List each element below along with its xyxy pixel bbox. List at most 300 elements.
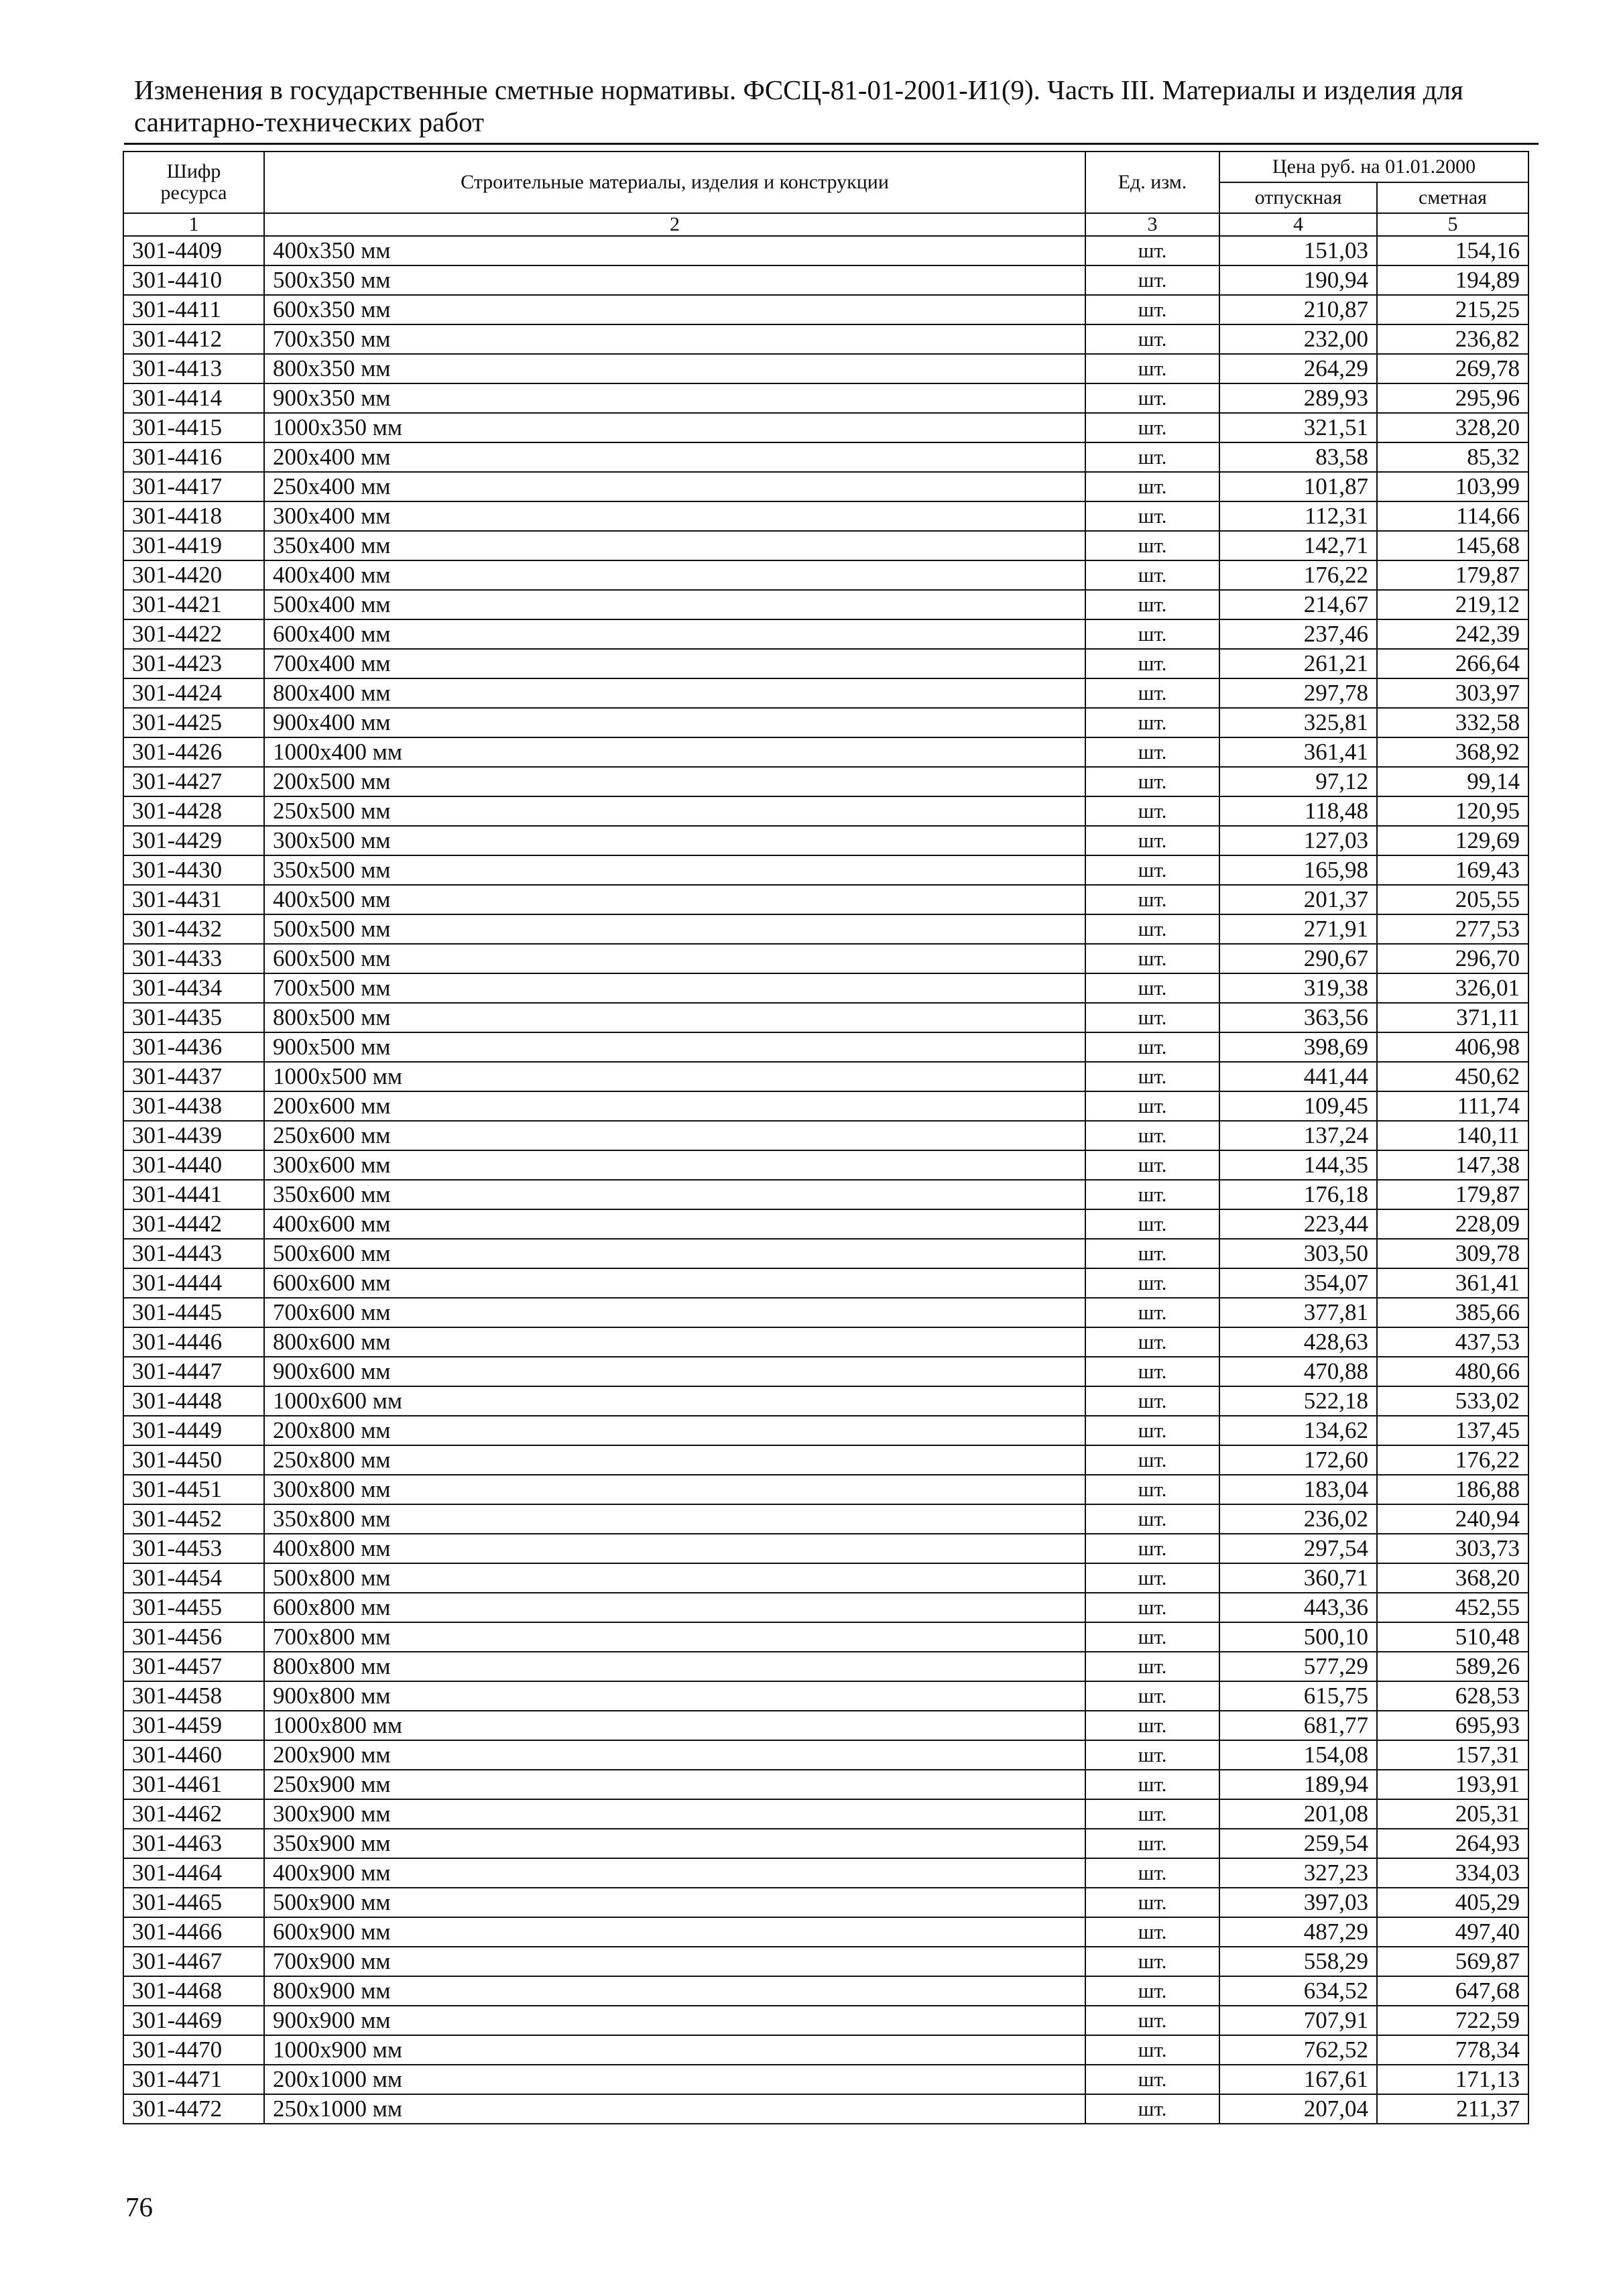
row-price-estimate: 722,59 [1377, 2006, 1528, 2035]
row-name: 200х1000 мм [264, 2065, 1085, 2094]
row-code: 301-4409 [123, 236, 264, 265]
row-unit: шт. [1085, 1622, 1219, 1652]
row-price-estimate: 405,29 [1377, 1888, 1528, 1917]
row-price-release: 101,87 [1219, 472, 1377, 501]
table-row [123, 236, 1528, 265]
document-title: Изменения в государственные сметные нормативы. ФССЦ-81-01-2001-И1(9). Часть III. Материалы и изделия для санитарно-технических работ [134, 74, 1463, 137]
row-code: 301-4418 [123, 501, 264, 531]
row-price-estimate: 269,78 [1377, 354, 1528, 383]
table-row [123, 1445, 1528, 1475]
row-unit: шт. [1085, 1003, 1219, 1032]
table-row [123, 560, 1528, 590]
row-price-estimate: 205,55 [1377, 885, 1528, 914]
table-body [123, 236, 1528, 2124]
header-unit: Ед. изм. [1085, 152, 1219, 213]
row-price-release: 134,62 [1219, 1416, 1377, 1445]
table-row [123, 1829, 1528, 1858]
row-price-release: 176,22 [1219, 560, 1377, 590]
row-price-release: 112,31 [1219, 501, 1377, 531]
table-row [123, 1327, 1528, 1357]
row-price-estimate: 157,31 [1377, 1740, 1528, 1770]
row-unit: шт. [1085, 678, 1219, 708]
row-price-release: 118,48 [1219, 796, 1377, 826]
table-row [123, 1180, 1528, 1209]
row-price-release: 360,71 [1219, 1563, 1377, 1593]
row-price-estimate: 114,66 [1377, 501, 1528, 531]
row-price-estimate: 334,03 [1377, 1858, 1528, 1888]
table-row [123, 1298, 1528, 1327]
row-name: 400х500 мм [264, 885, 1085, 914]
row-name: 600х500 мм [264, 944, 1085, 973]
row-name: 500х800 мм [264, 1563, 1085, 1593]
table-row [123, 472, 1528, 501]
row-unit: шт. [1085, 1593, 1219, 1622]
table-row [123, 1593, 1528, 1622]
row-price-release: 201,37 [1219, 885, 1377, 914]
row-code: 301-4444 [123, 1268, 264, 1298]
row-unit: шт. [1085, 1711, 1219, 1740]
row-name: 800х350 мм [264, 354, 1085, 383]
row-price-release: 319,38 [1219, 973, 1377, 1003]
row-unit: шт. [1085, 472, 1219, 501]
row-name: 600х400 мм [264, 619, 1085, 649]
row-price-estimate: 328,20 [1377, 413, 1528, 442]
row-price-release: 83,58 [1219, 442, 1377, 472]
row-price-release: 190,94 [1219, 265, 1377, 295]
column-number-row [123, 213, 1528, 236]
row-code: 301-4428 [123, 796, 264, 826]
row-code: 301-4472 [123, 2094, 264, 2124]
row-price-estimate: 211,37 [1377, 2094, 1528, 2124]
row-unit: шт. [1085, 1770, 1219, 1799]
row-name: 700х500 мм [264, 973, 1085, 1003]
table-row [123, 265, 1528, 295]
row-code: 301-4450 [123, 1445, 264, 1475]
row-name: 900х400 мм [264, 708, 1085, 737]
row-code: 301-4462 [123, 1799, 264, 1829]
price-table [123, 151, 1529, 2124]
table-row [123, 737, 1528, 767]
table-row [123, 1563, 1528, 1593]
table-row [123, 649, 1528, 678]
row-name: 350х600 мм [264, 1180, 1085, 1209]
row-unit: шт. [1085, 1652, 1219, 1681]
row-code: 301-4452 [123, 1504, 264, 1534]
row-name: 700х900 мм [264, 1947, 1085, 1976]
row-name: 300х900 мм [264, 1799, 1085, 1829]
row-unit: шт. [1085, 295, 1219, 324]
row-unit: шт. [1085, 413, 1219, 442]
row-name: 400х350 мм [264, 236, 1085, 265]
row-code: 301-4446 [123, 1327, 264, 1357]
row-name: 400х900 мм [264, 1858, 1085, 1888]
row-price-estimate: 368,20 [1377, 1563, 1528, 1593]
table-row [123, 708, 1528, 737]
row-code: 301-4459 [123, 1711, 264, 1740]
row-unit: шт. [1085, 1829, 1219, 1858]
row-unit: шт. [1085, 1239, 1219, 1268]
row-code: 301-4441 [123, 1180, 264, 1209]
header-price-release: отпускная [1219, 182, 1377, 213]
row-code: 301-4456 [123, 1622, 264, 1652]
row-code: 301-4468 [123, 1976, 264, 2006]
row-name: 200х600 мм [264, 1091, 1085, 1121]
page-number: 76 [125, 2191, 153, 2222]
row-price-estimate: 569,87 [1377, 1947, 1528, 1976]
row-name: 250х900 мм [264, 1770, 1085, 1799]
row-name: 1000х900 мм [264, 2035, 1085, 2065]
table-row [123, 1652, 1528, 1681]
row-price-release: 325,81 [1219, 708, 1377, 737]
row-unit: шт. [1085, 2035, 1219, 2065]
row-unit: шт. [1085, 1947, 1219, 1976]
row-price-release: 321,51 [1219, 413, 1377, 442]
row-code: 301-4425 [123, 708, 264, 737]
row-price-release: 236,02 [1219, 1504, 1377, 1534]
row-code: 301-4427 [123, 767, 264, 796]
table-row [123, 1858, 1528, 1888]
header-code: Шифр ресурса [123, 152, 264, 213]
row-unit: шт. [1085, 1032, 1219, 1062]
row-name: 500х500 мм [264, 914, 1085, 944]
row-unit: шт. [1085, 1298, 1219, 1327]
table-row [123, 295, 1528, 324]
row-price-estimate: 215,25 [1377, 295, 1528, 324]
row-code: 301-4463 [123, 1829, 264, 1858]
row-price-estimate: 371,11 [1377, 1003, 1528, 1032]
row-price-release: 558,29 [1219, 1947, 1377, 1976]
row-price-estimate: 179,87 [1377, 560, 1528, 590]
row-code: 301-4434 [123, 973, 264, 1003]
table-row [123, 2035, 1528, 2065]
row-name: 300х600 мм [264, 1150, 1085, 1180]
row-price-release: 615,75 [1219, 1681, 1377, 1711]
row-price-estimate: 368,92 [1377, 737, 1528, 767]
row-price-release: 487,29 [1219, 1917, 1377, 1947]
table-row [123, 1947, 1528, 1976]
row-unit: шт. [1085, 1858, 1219, 1888]
row-code: 301-4461 [123, 1770, 264, 1799]
table-row [123, 354, 1528, 383]
table-row [123, 767, 1528, 796]
row-price-estimate: 145,68 [1377, 531, 1528, 560]
row-price-estimate: 266,64 [1377, 649, 1528, 678]
column-number: 5 [1377, 213, 1528, 236]
row-name: 300х400 мм [264, 501, 1085, 531]
row-unit: шт. [1085, 1740, 1219, 1770]
row-name: 200х900 мм [264, 1740, 1085, 1770]
row-unit: шт. [1085, 1386, 1219, 1416]
table-row [123, 1888, 1528, 1917]
row-code: 301-4437 [123, 1062, 264, 1091]
row-name: 800х500 мм [264, 1003, 1085, 1032]
row-code: 301-4412 [123, 324, 264, 354]
row-code: 301-4413 [123, 354, 264, 383]
row-unit: шт. [1085, 1268, 1219, 1298]
row-name: 1000х400 мм [264, 737, 1085, 767]
row-unit: шт. [1085, 236, 1219, 265]
row-name: 500х400 мм [264, 590, 1085, 619]
row-price-estimate: 647,68 [1377, 1976, 1528, 2006]
table-row [123, 1475, 1528, 1504]
row-price-release: 361,41 [1219, 737, 1377, 767]
row-name: 400х400 мм [264, 560, 1085, 590]
row-code: 301-4451 [123, 1475, 264, 1504]
table-row [123, 1150, 1528, 1180]
row-name: 700х800 мм [264, 1622, 1085, 1652]
table-row [123, 413, 1528, 442]
row-unit: шт. [1085, 1534, 1219, 1563]
row-code: 301-4432 [123, 914, 264, 944]
row-code: 301-4447 [123, 1357, 264, 1386]
row-price-release: 259,54 [1219, 1829, 1377, 1858]
row-code: 301-4420 [123, 560, 264, 590]
row-unit: шт. [1085, 442, 1219, 472]
row-price-release: 142,71 [1219, 531, 1377, 560]
row-name: 1000х500 мм [264, 1062, 1085, 1091]
row-price-release: 165,98 [1219, 855, 1377, 885]
row-price-release: 127,03 [1219, 826, 1377, 855]
row-price-release: 327,23 [1219, 1858, 1377, 1888]
row-price-estimate: 140,11 [1377, 1121, 1528, 1150]
row-price-release: 97,12 [1219, 767, 1377, 796]
row-price-estimate: 186,88 [1377, 1475, 1528, 1504]
table-row [123, 2094, 1528, 2124]
row-code: 301-4443 [123, 1239, 264, 1268]
row-price-release: 154,08 [1219, 1740, 1377, 1770]
table-row [123, 619, 1528, 649]
row-unit: шт. [1085, 354, 1219, 383]
row-name: 400х600 мм [264, 1209, 1085, 1239]
row-code: 301-4448 [123, 1386, 264, 1416]
table-row [123, 914, 1528, 944]
row-code: 301-4426 [123, 737, 264, 767]
table-row [123, 1976, 1528, 2006]
row-code: 301-4457 [123, 1652, 264, 1681]
row-price-estimate: 147,38 [1377, 1150, 1528, 1180]
row-price-estimate: 450,62 [1377, 1062, 1528, 1091]
row-price-release: 109,45 [1219, 1091, 1377, 1121]
row-code: 301-4422 [123, 619, 264, 649]
row-price-release: 297,78 [1219, 678, 1377, 708]
row-name: 350х400 мм [264, 531, 1085, 560]
row-code: 301-4453 [123, 1534, 264, 1563]
row-price-release: 363,56 [1219, 1003, 1377, 1032]
row-unit: шт. [1085, 796, 1219, 826]
row-price-estimate: 277,53 [1377, 914, 1528, 944]
row-price-estimate: 452,55 [1377, 1593, 1528, 1622]
row-price-release: 303,50 [1219, 1239, 1377, 1268]
row-price-release: 762,52 [1219, 2035, 1377, 2065]
row-price-estimate: 295,96 [1377, 383, 1528, 413]
row-code: 301-4467 [123, 1947, 264, 1976]
row-price-estimate: 228,09 [1377, 1209, 1528, 1239]
row-unit: шт. [1085, 1357, 1219, 1386]
table-row [123, 1770, 1528, 1799]
row-name: 600х800 мм [264, 1593, 1085, 1622]
row-code: 301-4469 [123, 2006, 264, 2035]
row-unit: шт. [1085, 560, 1219, 590]
column-number: 1 [123, 213, 264, 236]
row-price-release: 297,54 [1219, 1534, 1377, 1563]
row-price-release: 443,36 [1219, 1593, 1377, 1622]
table-row [123, 1357, 1528, 1386]
row-price-release: 207,04 [1219, 2094, 1377, 2124]
row-unit: шт. [1085, 1504, 1219, 1534]
row-unit: шт. [1085, 383, 1219, 413]
row-name: 600х350 мм [264, 295, 1085, 324]
row-name: 900х600 мм [264, 1357, 1085, 1386]
row-price-estimate: 385,66 [1377, 1298, 1528, 1327]
row-code: 301-4449 [123, 1416, 264, 1445]
table-row [123, 590, 1528, 619]
row-price-estimate: 194,89 [1377, 265, 1528, 295]
row-price-estimate: 85,32 [1377, 442, 1528, 472]
row-price-release: 151,03 [1219, 236, 1377, 265]
row-name: 300х500 мм [264, 826, 1085, 855]
row-name: 350х800 мм [264, 1504, 1085, 1534]
row-price-estimate: 169,43 [1377, 855, 1528, 885]
row-unit: шт. [1085, 1062, 1219, 1091]
row-price-estimate: 129,69 [1377, 826, 1528, 855]
row-price-estimate: 309,78 [1377, 1239, 1528, 1268]
row-code: 301-4424 [123, 678, 264, 708]
row-price-estimate: 240,94 [1377, 1504, 1528, 1534]
row-code: 301-4423 [123, 649, 264, 678]
row-unit: шт. [1085, 1121, 1219, 1150]
row-price-release: 189,94 [1219, 1770, 1377, 1799]
table-row [123, 1091, 1528, 1121]
row-unit: шт. [1085, 914, 1219, 944]
table-row [123, 1799, 1528, 1829]
row-name: 250х1000 мм [264, 2094, 1085, 2124]
row-unit: шт. [1085, 1888, 1219, 1917]
table-row [123, 1740, 1528, 1770]
row-price-estimate: 103,99 [1377, 472, 1528, 501]
row-name: 700х600 мм [264, 1298, 1085, 1327]
row-code: 301-4440 [123, 1150, 264, 1180]
row-name: 700х350 мм [264, 324, 1085, 354]
row-price-estimate: 264,93 [1377, 1829, 1528, 1858]
row-unit: шт. [1085, 2065, 1219, 2094]
row-price-release: 681,77 [1219, 1711, 1377, 1740]
row-code: 301-4439 [123, 1121, 264, 1150]
row-price-release: 707,91 [1219, 2006, 1377, 2035]
row-unit: шт. [1085, 590, 1219, 619]
row-unit: шт. [1085, 1445, 1219, 1475]
row-code: 301-4471 [123, 2065, 264, 2094]
table-row [123, 796, 1528, 826]
row-code: 301-4458 [123, 1681, 264, 1711]
row-code: 301-4416 [123, 442, 264, 472]
row-unit: шт. [1085, 708, 1219, 737]
row-code: 301-4460 [123, 1740, 264, 1770]
table-row [123, 944, 1528, 973]
row-name: 900х800 мм [264, 1681, 1085, 1711]
row-price-release: 183,04 [1219, 1475, 1377, 1504]
row-code: 301-4411 [123, 295, 264, 324]
row-unit: шт. [1085, 1976, 1219, 2006]
row-code: 301-4442 [123, 1209, 264, 1239]
header-price-group: Цена руб. на 01.01.2000 [1219, 152, 1528, 182]
row-price-release: 634,52 [1219, 1976, 1377, 2006]
row-unit: шт. [1085, 826, 1219, 855]
row-price-estimate: 205,31 [1377, 1799, 1528, 1829]
row-price-estimate: 628,53 [1377, 1681, 1528, 1711]
row-code: 301-4415 [123, 413, 264, 442]
row-price-release: 172,60 [1219, 1445, 1377, 1475]
row-name: 250х500 мм [264, 796, 1085, 826]
row-price-release: 522,18 [1219, 1386, 1377, 1416]
row-price-estimate: 303,97 [1377, 678, 1528, 708]
row-unit: шт. [1085, 2006, 1219, 2035]
row-price-estimate: 326,01 [1377, 973, 1528, 1003]
row-name: 500х350 мм [264, 265, 1085, 295]
row-unit: шт. [1085, 1150, 1219, 1180]
row-unit: шт. [1085, 1799, 1219, 1829]
row-price-estimate: 480,66 [1377, 1357, 1528, 1386]
row-price-release: 500,10 [1219, 1622, 1377, 1652]
row-price-estimate: 533,02 [1377, 1386, 1528, 1416]
row-name: 900х350 мм [264, 383, 1085, 413]
table-row [123, 1534, 1528, 1563]
column-number: 4 [1219, 213, 1377, 236]
row-name: 250х600 мм [264, 1121, 1085, 1150]
row-price-estimate: 437,53 [1377, 1327, 1528, 1357]
row-price-estimate: 361,41 [1377, 1268, 1528, 1298]
row-name: 900х900 мм [264, 2006, 1085, 2035]
row-code: 301-4455 [123, 1593, 264, 1622]
row-name: 400х800 мм [264, 1534, 1085, 1563]
table-row [123, 855, 1528, 885]
row-price-estimate: 497,40 [1377, 1917, 1528, 1947]
row-unit: шт. [1085, 1091, 1219, 1121]
table-row [123, 324, 1528, 354]
row-code: 301-4454 [123, 1563, 264, 1593]
row-unit: шт. [1085, 649, 1219, 678]
row-unit: шт. [1085, 1917, 1219, 1947]
table-row [123, 1386, 1528, 1416]
row-price-release: 264,29 [1219, 354, 1377, 383]
row-price-release: 398,69 [1219, 1032, 1377, 1062]
row-price-estimate: 193,91 [1377, 1770, 1528, 1799]
row-price-estimate: 219,12 [1377, 590, 1528, 619]
row-code: 301-4465 [123, 1888, 264, 1917]
row-unit: шт. [1085, 1563, 1219, 1593]
row-price-release: 176,18 [1219, 1180, 1377, 1209]
row-unit: шт. [1085, 1209, 1219, 1239]
row-code: 301-4464 [123, 1858, 264, 1888]
table-row [123, 678, 1528, 708]
row-price-release: 167,61 [1219, 2065, 1377, 2094]
row-price-release: 354,07 [1219, 1268, 1377, 1298]
row-unit: шт. [1085, 324, 1219, 354]
row-price-release: 470,88 [1219, 1357, 1377, 1386]
row-unit: шт. [1085, 767, 1219, 796]
table-row [123, 1268, 1528, 1298]
table-row [123, 1062, 1528, 1091]
row-code: 301-4435 [123, 1003, 264, 1032]
table-row [123, 1681, 1528, 1711]
row-name: 350х900 мм [264, 1829, 1085, 1858]
row-price-estimate: 332,58 [1377, 708, 1528, 737]
table-row [123, 442, 1528, 472]
row-name: 800х900 мм [264, 1976, 1085, 2006]
row-name: 1000х800 мм [264, 1711, 1085, 1740]
row-code: 301-4438 [123, 1091, 264, 1121]
column-number: 2 [264, 213, 1085, 236]
row-price-estimate: 296,70 [1377, 944, 1528, 973]
